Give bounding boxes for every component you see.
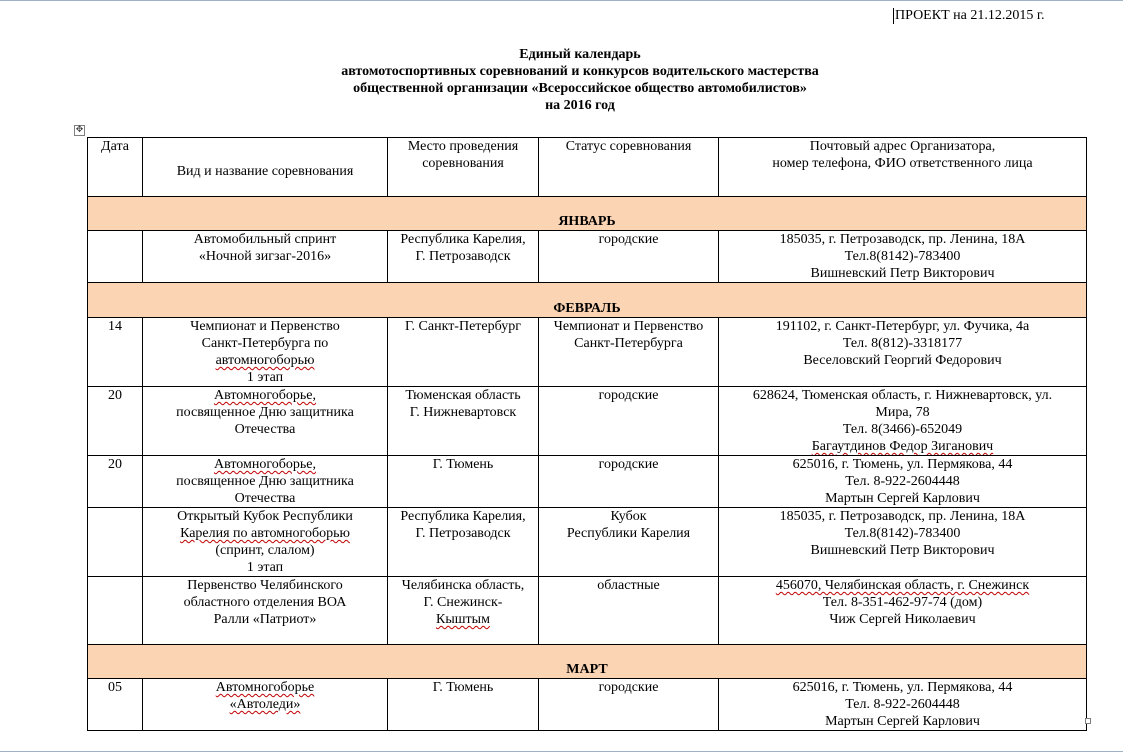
month-row-january <box>88 197 1087 231</box>
contact-cell[interactable] <box>719 577 1087 645</box>
name-cell-line: посвященное Дню защитника <box>176 405 354 420</box>
contact-cell-line: 456070, Челябинская область, г. Снежинск <box>775 578 1030 593</box>
table-row <box>88 231 1087 283</box>
contact-cell[interactable] <box>719 679 1087 731</box>
name-cell[interactable] <box>143 318 388 387</box>
date-cell[interactable] <box>88 231 143 283</box>
status-cell[interactable] <box>539 577 719 645</box>
window-bottom-border <box>0 751 1123 752</box>
name-cell-line: посвященное Дню защитника <box>176 474 354 489</box>
table-move-handle-icon[interactable]: ✥ <box>75 125 84 135</box>
table-row <box>88 577 1087 645</box>
name-cell-line: Автомногоборье, <box>213 457 316 472</box>
header-place-line-1: Место проведения <box>407 139 519 154</box>
contact-cell-line: Багаутдинов Федор Зиганович <box>811 439 994 454</box>
table-row <box>88 387 1087 456</box>
contact-cell-line: Тел. 8-922-2604448 <box>845 697 960 712</box>
text-cursor <box>893 8 894 24</box>
name-cell-line: Автомобильный спринт <box>193 232 337 247</box>
place-cell[interactable] <box>388 231 539 283</box>
document-title <box>200 46 960 114</box>
table-header-row <box>88 138 1087 197</box>
status-cell-line: Чемпионат и Первенство <box>553 319 704 334</box>
status-cell-line: Республики Карелия <box>566 526 691 541</box>
place-cell[interactable] <box>388 387 539 456</box>
place-cell-line: Республика Карелия, <box>400 232 526 247</box>
contact-cell[interactable] <box>719 387 1087 456</box>
contact-cell-line: Тел. 8-922-2604448 <box>845 474 960 489</box>
name-cell-line: Ралли «Патриот» <box>213 612 317 627</box>
header-place[interactable] <box>388 138 539 197</box>
name-cell-line: 1 этап <box>246 560 284 575</box>
place-cell-line: Г. Снежинск- <box>423 595 503 610</box>
place-cell-line: Г. Нижневартовск <box>409 405 517 420</box>
header-place-line-2: соревнования <box>422 156 504 171</box>
contact-cell-line: Мартын Сергей Карлович <box>825 714 980 729</box>
name-cell-line: Санкт-Петербурга по <box>201 336 329 351</box>
contact-cell-line: 185035, г. Петрозаводск, пр. Ленина, 18А <box>779 509 1026 524</box>
header-date[interactable]: Дата <box>88 138 143 197</box>
contact-cell[interactable] <box>719 456 1087 508</box>
name-cell-line: (спринт, слалом) <box>215 543 315 558</box>
title-line-4: на 2016 год <box>545 98 615 113</box>
project-label: ПРОЕКТ на 21.12.2015 г. <box>895 8 1045 23</box>
date-cell[interactable]: 14 <box>88 318 143 387</box>
place-cell[interactable] <box>388 318 539 387</box>
month-label-february[interactable]: ФЕВРАЛЬ <box>88 283 1087 318</box>
window-top-border <box>0 0 1123 1</box>
date-cell[interactable]: 05 <box>88 679 143 731</box>
contact-cell-line: Вишневский Петр Викторович <box>810 266 995 281</box>
contact-cell-line: 628624, Тюменская область, г. Нижневартовск, ул. <box>752 388 1053 403</box>
place-cell-line: Тюменская область <box>405 388 521 403</box>
name-cell-line: областного отделения ВОА <box>183 595 347 610</box>
status-cell[interactable] <box>539 318 719 387</box>
contact-cell-line: Мартын Сергей Карлович <box>825 491 980 506</box>
month-label-january[interactable]: ЯНВАРЬ <box>88 197 1087 231</box>
table-row <box>88 456 1087 508</box>
place-cell-line: Республика Карелия, <box>400 509 526 524</box>
month-row-march <box>88 645 1087 679</box>
name-cell-line: Первенство Челябинского <box>187 578 343 593</box>
date-cell[interactable]: 20 <box>88 456 143 508</box>
name-cell-line: «Ночной зигзаг-2016» <box>198 249 332 264</box>
place-cell-line: Г. Тюмень <box>432 680 494 695</box>
name-cell-line: Автомногоборье, <box>213 388 316 403</box>
name-cell-line: Открытый Кубок Республики <box>177 509 353 524</box>
name-cell-line: Чемпионат и Первенство <box>190 319 340 334</box>
month-row-february <box>88 283 1087 318</box>
date-cell[interactable] <box>88 577 143 645</box>
status-cell-line: городские <box>598 457 659 472</box>
place-cell[interactable] <box>388 456 539 508</box>
header-contact[interactable] <box>719 138 1087 197</box>
place-cell[interactable] <box>388 679 539 731</box>
place-cell-line: Г. Тюмень <box>432 457 494 472</box>
name-cell-line: Карелия по автомногоборью <box>180 526 350 541</box>
status-cell-line: Санкт-Петербурга <box>574 336 683 351</box>
contact-cell-line: Тел. 8(3466)-652049 <box>842 422 963 437</box>
name-cell-line: автомногоборью <box>215 353 315 368</box>
contact-cell-line: Тел.8(8142)-783400 <box>844 526 961 541</box>
contact-cell-line: 185035, г. Петрозаводск, пр. Ленина, 18А <box>779 232 1026 247</box>
name-cell[interactable] <box>143 231 388 283</box>
place-cell-line: Г. Санкт-Петербург <box>405 319 521 334</box>
name-cell-line: 1 этап <box>246 370 284 385</box>
table-resize-handle[interactable] <box>1085 718 1091 724</box>
place-cell-line: Челябинска область, <box>401 578 525 593</box>
name-cell-line: Автомногоборье <box>215 680 315 695</box>
contact-cell[interactable] <box>719 231 1087 283</box>
place-cell-line: Г. Петрозаводск <box>415 526 511 541</box>
place-cell-line: Г. Петрозаводск <box>415 249 511 264</box>
place-cell[interactable] <box>388 508 539 577</box>
status-cell-line: областные <box>597 578 660 593</box>
status-cell[interactable] <box>539 679 719 731</box>
contact-cell-line: Вишневский Петр Викторович <box>810 543 995 558</box>
status-cell-line: Кубок <box>610 509 647 524</box>
name-cell-line: Отечества <box>234 491 296 506</box>
place-cell[interactable] <box>388 577 539 645</box>
status-cell-line: городские <box>598 388 659 403</box>
header-contact-line-1: Почтовый адрес Организатора, <box>809 139 996 154</box>
header-contact-line-2: номер телефона, ФИО ответственного лица <box>772 156 1033 171</box>
status-cell[interactable] <box>539 456 719 508</box>
status-cell[interactable] <box>539 387 719 456</box>
contact-cell-line: Тел.8(8142)-783400 <box>844 249 961 264</box>
month-label-march[interactable]: МАРТ <box>88 645 1087 679</box>
contact-cell-line: Мира, 78 <box>875 405 930 420</box>
contact-cell-line: Чиж Сергей Николаевич <box>829 612 976 627</box>
contact-cell-line: Тел. 8(812)-3318177 <box>842 336 963 351</box>
contact-cell[interactable] <box>719 508 1087 577</box>
name-cell[interactable] <box>143 387 388 456</box>
contact-cell-line: Тел. 8-351-462-97-74 (дом) <box>822 595 983 610</box>
contact-cell-line: 191102, г. Санкт-Петербург, ул. Фучика, 4а <box>775 319 1030 334</box>
date-cell[interactable] <box>88 508 143 577</box>
place-cell-line: Кыштым <box>436 612 490 627</box>
contact-cell[interactable] <box>719 318 1087 387</box>
title-line-2: автомотоспортивных соревнований и конкурсов водительского мастерства <box>341 64 819 79</box>
date-cell[interactable]: 20 <box>88 387 143 456</box>
name-cell[interactable] <box>143 679 388 731</box>
status-cell-line: городские <box>598 680 659 695</box>
name-cell[interactable] <box>143 577 388 645</box>
header-status[interactable]: Статус соревнования <box>539 138 719 197</box>
contact-cell-line: 625016, г. Тюмень, ул. Пермякова, 44 <box>792 680 1013 695</box>
name-cell-line: Отечества <box>234 422 296 437</box>
status-cell[interactable] <box>539 508 719 577</box>
name-cell[interactable] <box>143 508 388 577</box>
header-name[interactable]: Вид и название соревнования <box>143 138 388 197</box>
status-cell-line: городские <box>598 232 659 247</box>
name-cell[interactable] <box>143 456 388 508</box>
table-row <box>88 318 1087 387</box>
name-cell-line: «Автоледи» <box>229 697 301 712</box>
contact-cell-line: Веселовский Георгий Федорович <box>803 353 1002 368</box>
table-row <box>88 508 1087 577</box>
calendar-table <box>87 137 1087 731</box>
status-cell[interactable] <box>539 231 719 283</box>
table-row <box>88 679 1087 731</box>
contact-cell-line: 625016, г. Тюмень, ул. Пермякова, 44 <box>792 457 1013 472</box>
title-line-3: общественной организации «Всероссийское общество автомобилистов» <box>353 81 807 96</box>
title-line-1: Единый календарь <box>519 47 641 62</box>
